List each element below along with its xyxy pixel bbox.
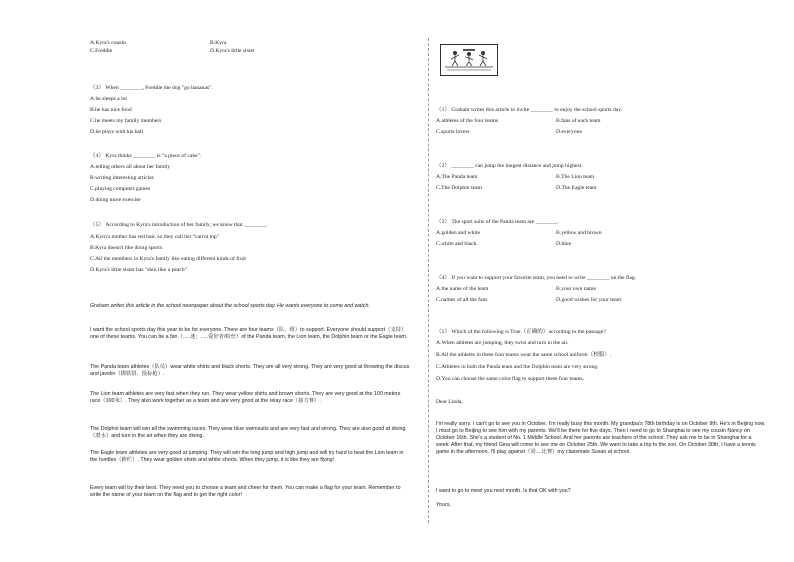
letter-body: I'm really sorry. I can't go to see you in October. I'm really busy this month. My grandpa's 78th birthday is on October 9th. He's in Beijing now. I must go to Beijing to see him with my parents. We'll be there for five days. Then I need to go to Shanghai to see my cousin Nancy on October 16th. She's a student of No. 1 Middle School. And her parents are teachers of the school. They ask me to be in Shanghai for a week. After that, my friend Gina will come to see me on October 25th. We want to take a trip to the zoo. On October 30th, I have a tennis game in the afternoon. I'll play against（同....比赛）my classmate Susan at school. xyxy=(436,421,766,455)
option-a: A.telling others all about her family xyxy=(90,164,171,170)
option-b: B.yellow and brown xyxy=(556,230,602,236)
letter-closing-line: I want to go to meet you next month. Is that OK with you? xyxy=(436,488,571,494)
question-stem: （4） If you want to support your favorite team, you need to write ________ on the flag. xyxy=(436,275,637,281)
option-d: D.good wishes for your team xyxy=(556,297,622,303)
option-d: D.blue xyxy=(556,241,572,247)
sports-illustration xyxy=(440,44,498,76)
passage-paragraph: The Dolphin team will win all the swimming races. They wear blue swimsuits and are very fast and strong. They are also good at diving（潜水）and turn in the air when they are diving. xyxy=(90,426,406,439)
athletes-drawing xyxy=(441,45,497,75)
passage-intro: Graham writes this article in the school newspaper about the school sports day. He wants everyone to come and watch. xyxy=(90,303,370,309)
option-c: C.names of all the fans xyxy=(436,297,488,303)
option-b: B.Kyra doesn't like doing sports xyxy=(90,245,163,251)
letter-salutation: Dear Linda, xyxy=(436,399,463,405)
option-b: B.fans of each team xyxy=(556,118,601,124)
letter-signoff: Yours, xyxy=(436,502,451,508)
option-c: C.white and black xyxy=(436,241,477,247)
option-c: C.All the members in Kyra's family like eating different kinds of fruit xyxy=(90,256,246,262)
option-d: D.everyone xyxy=(556,129,582,135)
option-a: A.Kyra's cousin xyxy=(90,40,126,46)
passage-paragraph: The Eagle team athletes are very good at jumping. They will win the long jump and high jump and will try hard to beat the Lion team in the hurdles（跨栏）. They wear golden shirts and white shorts. When they jump, it is like they are flying! xyxy=(90,450,404,463)
option-d: D.You can choose the same color flag to support these four teams. xyxy=(436,376,585,382)
option-b: B.The Lion team xyxy=(556,174,595,180)
option-a: A.he sleeps a lot xyxy=(90,96,127,102)
option-c: C.Freddie xyxy=(90,48,113,54)
option-c: C.Athletes in both the Panda team and the Dolphin team are very strong. xyxy=(436,364,599,370)
option-d: D.he plays with his ball xyxy=(90,129,143,135)
option-c: C.playing computer games xyxy=(90,186,151,192)
option-a: A.athletes of the four teams xyxy=(436,118,498,124)
option-a: A.golden and white xyxy=(436,230,480,236)
question-stem: （5） Which of the following is True（正确的）according to the passage? xyxy=(436,329,606,335)
option-d: D.Kyra's little sister xyxy=(210,48,255,54)
column-divider xyxy=(428,38,430,523)
question-stem: （3） The sport suits of the Panda team are ________. xyxy=(436,219,560,225)
option-a: A.When athletes are jumping, they twist and turn in the air. xyxy=(436,340,569,346)
passage-paragraph: The Lion team athletes are very fast when they run. They wear yellow shirts and brown shorts. They are very good at the 100 meters race（100米）. They also work together as a team and are very good at the relay race（接力赛）. xyxy=(90,391,401,404)
option-c: C.The Dolphin team xyxy=(436,185,482,191)
option-b: B.he has nice food xyxy=(90,107,132,113)
question-stem: （3） When ________, Freddie the dog "go bananas". xyxy=(90,85,213,91)
option-b: B.writing interesting articles xyxy=(90,175,154,181)
passage-paragraph: The Panda team athletes（队员）wear white shirts and black shorts. They are all very strong. They are very good at throwing the discus and javelin（掷铁饼、投标枪）. xyxy=(90,364,410,377)
option-d: D.doing more exercise xyxy=(90,197,141,203)
option-b: B.Kyra xyxy=(210,40,227,46)
question-stem: （4） Kyra thinks ________ is "a piece of cake". xyxy=(90,153,202,159)
option-d: D.Kyra's little sister has "skin like a peach" xyxy=(90,267,187,273)
option-a: A.Kyrn's mother has red hair, so they call her "carrot top" xyxy=(90,234,219,240)
question-stem: （5） According to Kyra's introduction of her family, we know that ________. xyxy=(90,222,268,228)
option-b: B.your own name xyxy=(556,286,596,292)
option-c: C.he meets my family members xyxy=(90,118,162,124)
question-stem: （1） Graham writes this article to invite ________ to enjoy the school sports day. xyxy=(436,107,623,113)
option-d: D.The Eagle team xyxy=(556,185,597,191)
option-a: A.The Panda team xyxy=(436,174,478,180)
option-a: A.the name of the team xyxy=(436,286,489,292)
option-c: C.sports lovers xyxy=(436,129,470,135)
passage-paragraph: I want the school sports day this year to be for everyone. There are four teams（队，组）to support. Everyone should support（支持）one of these teams. You can be a fan（.....迷；.....爱好者/粉丝）of the Panda team, the Lion team, the Dolphin team or the Eagle team. xyxy=(90,327,408,340)
passage-paragraph: Every team will try their best. They need you to choose a team and cheer for them. You can make a flag for your team. Remember to write the name of your team on the flag and to get the right color! xyxy=(90,485,401,498)
question-stem: （2） ________ can jump the longest distance and jump highest. xyxy=(436,163,583,169)
option-b: B.All the athletes in these four teams wear the same school uniform（校服）. xyxy=(436,352,612,358)
